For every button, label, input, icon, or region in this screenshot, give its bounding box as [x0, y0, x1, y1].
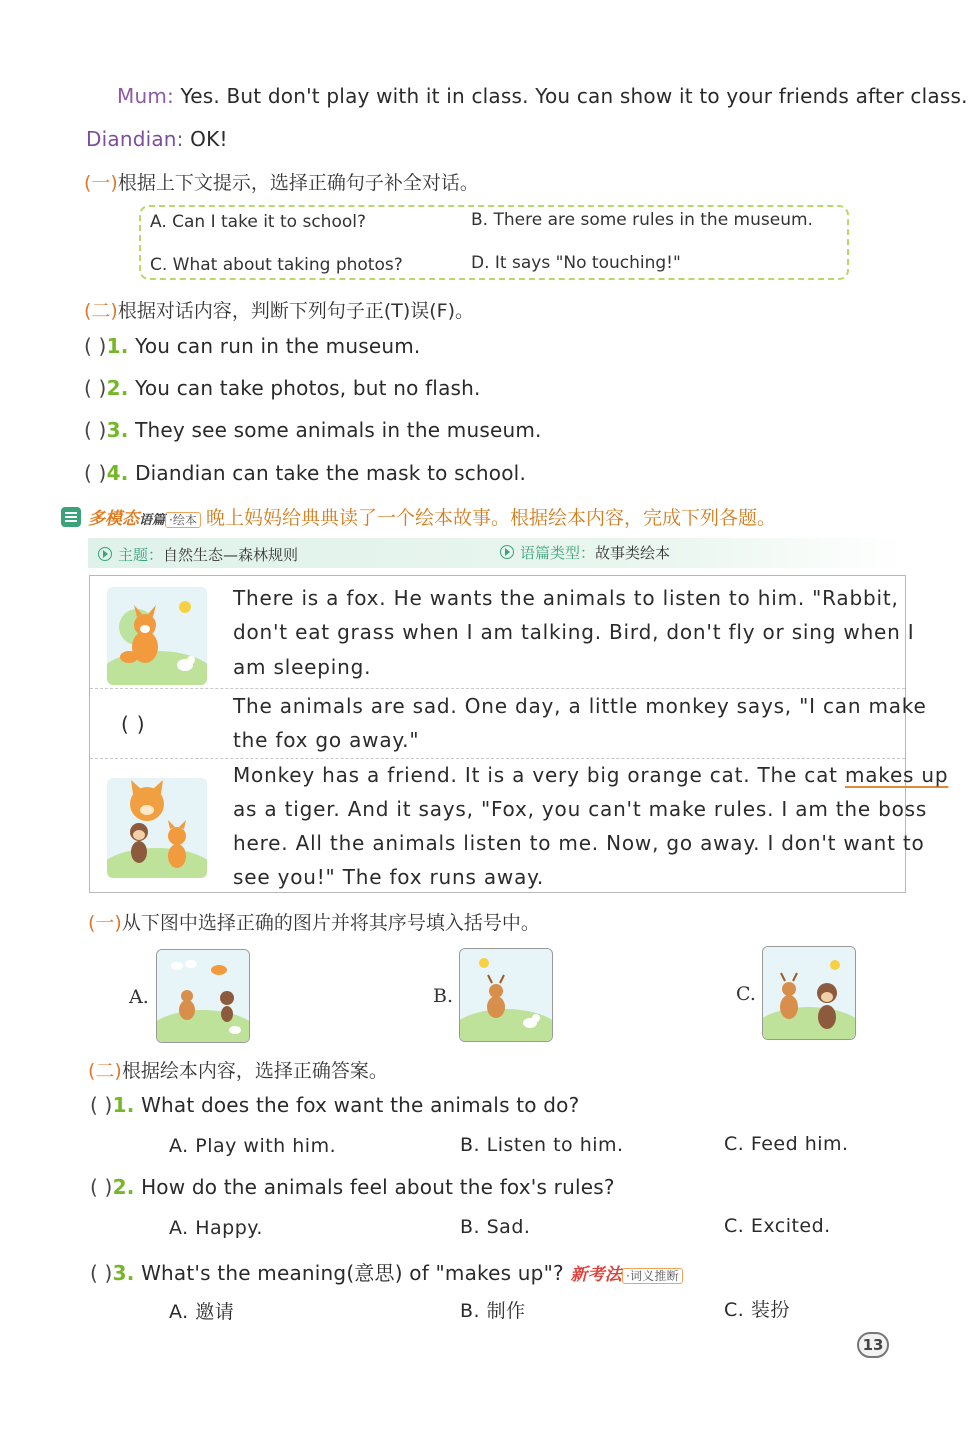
option-c: C. What about taking photos? — [150, 255, 403, 275]
question-text: What's the meaning(意思) of "makes up"? — [141, 1261, 564, 1285]
type-label: 语篇类型： — [520, 544, 596, 562]
answer-blank[interactable]: ( ) — [84, 461, 107, 485]
part1-instruction: 根据上下文提示，选择正确句子补全对话。 — [117, 172, 479, 194]
story-line: as a tiger. And it says, "Fox, you can't make rules. I am the boss — [233, 797, 928, 821]
key-phrase: makes up — [844, 763, 949, 787]
theme-label: 主题： — [118, 546, 164, 564]
type-value: 故事类绘本 — [595, 544, 671, 562]
choice-label-c: C. — [736, 983, 756, 1005]
play-icon — [98, 547, 112, 561]
answer-option-a[interactable]: A. 邀请 — [169, 1301, 235, 1323]
dialogue-diandian-line — [86, 127, 228, 151]
answer-option-c[interactable]: C. 装扮 — [724, 1299, 790, 1321]
item-number: 4. — [106, 461, 129, 485]
option-a: A. Can I take it to school? — [150, 212, 366, 232]
story-line — [233, 763, 948, 787]
banner-tag: ·绘本 — [165, 512, 201, 528]
answer-option-b[interactable]: B. Sad. — [460, 1216, 531, 1238]
play-icon — [500, 545, 514, 559]
part3-heading — [88, 908, 540, 935]
speaker-mum: Mum: — [117, 84, 174, 108]
item-text: They see some animals in the museum. — [135, 418, 542, 442]
answer-blank[interactable]: ( ) — [84, 376, 107, 400]
type-info — [500, 542, 670, 563]
question-text: How do the animals feel about the fox's rules? — [141, 1175, 615, 1199]
item-text: You can run in the museum. — [135, 334, 421, 358]
part2-number: (二) — [84, 300, 118, 322]
story-line: The animals are sad. One day, a little monkey says, "I can make — [233, 694, 927, 718]
question-number: 2. — [112, 1175, 135, 1199]
story-line: am sleeping. — [233, 655, 372, 679]
speaker-diandian: Diandian: — [86, 127, 184, 151]
part3-instruction: 从下图中选择正确的图片并将其序号填入括号中。 — [121, 912, 540, 934]
answer-blank[interactable]: ( ) — [84, 418, 107, 442]
choice-label-a: A. — [129, 986, 149, 1008]
item-text: Diandian can take the mask to school. — [135, 461, 526, 485]
option-d: D. It says "No touching!" — [471, 253, 681, 273]
story-divider — [90, 688, 905, 689]
part2-instruction: 根据对话内容，判断下列句子正(T)误(F)。 — [117, 300, 475, 322]
page-number: 13 — [857, 1332, 889, 1358]
list-icon — [60, 506, 82, 528]
answer-blank[interactable]: ( ) — [90, 1093, 113, 1117]
banner-title: 多模态 — [88, 509, 139, 529]
option-b: B. There are some rules in the museum. — [471, 210, 813, 230]
item-number: 2. — [106, 376, 129, 400]
tf-item — [84, 376, 481, 400]
story-picture-cat — [107, 778, 207, 878]
tf-item — [84, 461, 526, 485]
answer-option-c[interactable]: C. Excited. — [724, 1215, 831, 1237]
story-picture-fox — [107, 587, 207, 685]
diandian-text: OK! — [183, 127, 228, 151]
item-text: You can take photos, but no flash. — [135, 376, 481, 400]
new-test-tag: ·词义推断 — [622, 1268, 683, 1284]
theme-value: 自然生态—森林规则 — [163, 546, 299, 564]
question-number: 1. — [112, 1093, 135, 1117]
banner-subtitle: 语篇 — [139, 513, 166, 528]
part1-heading — [84, 168, 479, 195]
choice-picture-a[interactable] — [156, 949, 250, 1043]
story-line: see you!" The fox runs away. — [233, 865, 545, 889]
story-divider — [90, 758, 905, 759]
part1-number: (一) — [84, 172, 118, 194]
banner-text: 晚上妈妈给典典读了一个绘本故事。根据绘本内容，完成下列各题。 — [205, 507, 776, 529]
theme-info — [98, 544, 298, 565]
story-line: There is a fox. He wants the animals to listen to him. "Rabbit, — [233, 586, 899, 610]
story-line: here. All the animals listen to me. Now, go away. I don't want to — [233, 831, 925, 855]
answer-blank[interactable]: ( ) — [84, 334, 107, 358]
answer-option-b[interactable]: B. 制作 — [460, 1300, 526, 1322]
answer-blank[interactable]: ( ) — [90, 1175, 113, 1199]
choice-picture-c[interactable] — [762, 946, 856, 1040]
tf-item — [84, 418, 542, 442]
answer-option-c[interactable]: C. Feed him. — [724, 1133, 849, 1155]
story-text: Monkey has a friend. It is a very big orange cat. The cat — [233, 763, 845, 787]
answer-option-a[interactable]: A. Play with him. — [169, 1135, 337, 1157]
part4-heading — [88, 1056, 388, 1083]
question-text: What does the fox want the animals to do? — [141, 1093, 580, 1117]
answer-blank[interactable]: ( ) — [90, 1261, 113, 1285]
part3-number: (一) — [88, 912, 122, 934]
question-number: 3. — [112, 1261, 135, 1285]
story-line: the fox go away." — [233, 728, 420, 752]
part4-number: (二) — [88, 1060, 122, 1082]
new-test-label: 新考法 — [570, 1265, 622, 1285]
banner-heading — [88, 503, 776, 530]
mc-question — [90, 1093, 579, 1117]
choice-picture-b[interactable] — [459, 948, 553, 1042]
picture-answer-blank[interactable]: ( ) — [121, 712, 146, 736]
answer-option-b[interactable]: B. Listen to him. — [460, 1134, 624, 1156]
choice-label-b: B. — [433, 985, 454, 1007]
answer-option-a[interactable]: A. Happy. — [169, 1217, 263, 1239]
part4-instruction: 根据绘本内容，选择正确答案。 — [121, 1060, 388, 1082]
story-line: don't eat grass when I am talking. Bird, don't fly or sing when I — [233, 620, 915, 644]
part2-heading — [84, 296, 474, 323]
item-number: 1. — [106, 334, 129, 358]
item-number: 3. — [106, 418, 129, 442]
mum-text: Yes. But don't play with it in class. You can show it to your friends after class. — [173, 84, 968, 108]
dialogue-mum-line — [117, 84, 968, 108]
tf-item — [84, 334, 420, 358]
mc-question — [90, 1175, 615, 1199]
mc-question — [90, 1257, 683, 1286]
